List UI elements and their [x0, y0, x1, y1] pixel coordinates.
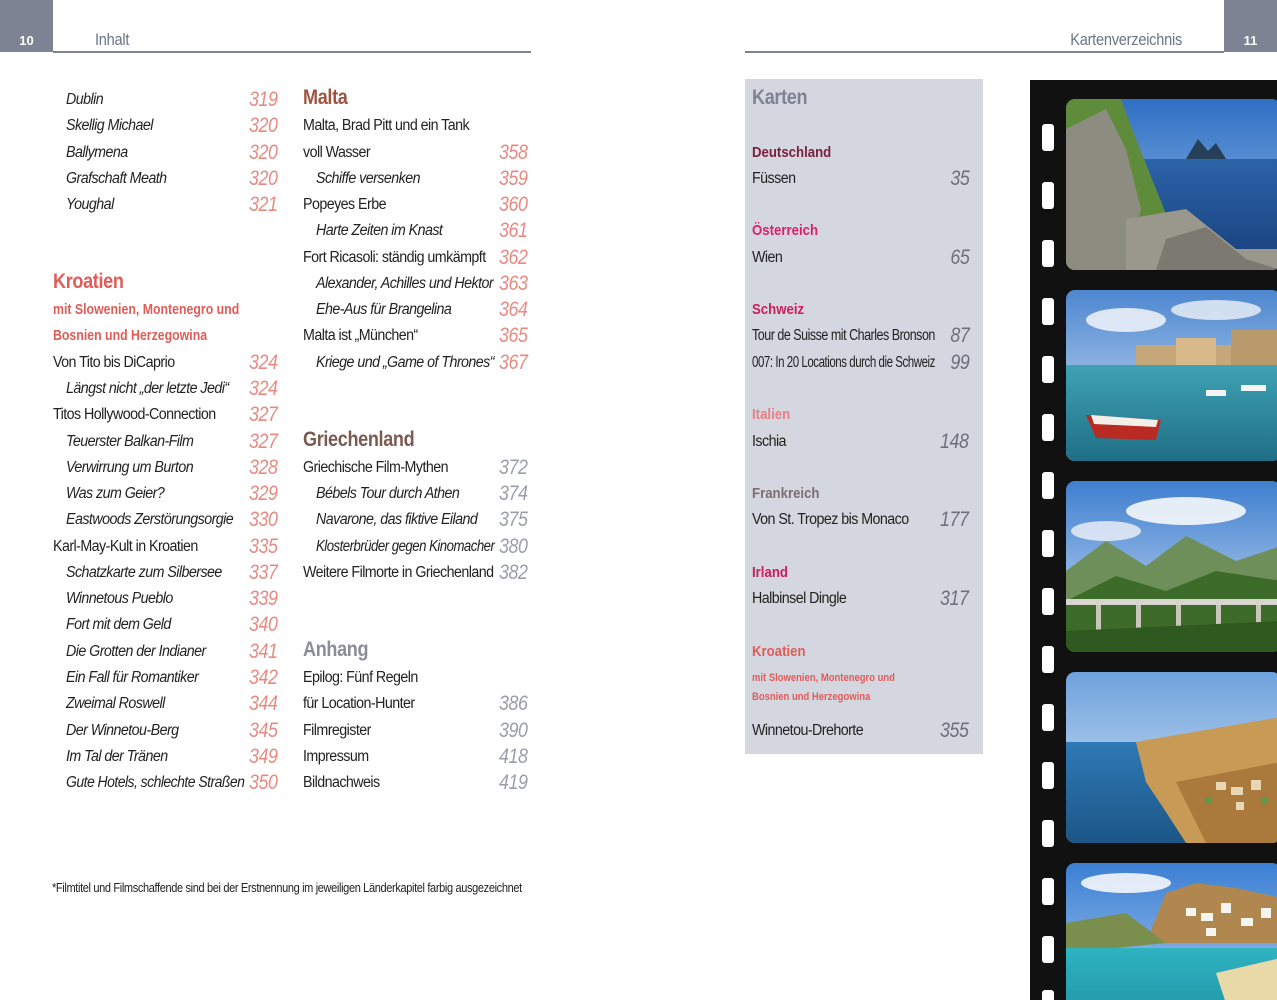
entry-text: Karl-May-Kult in Kroatien [53, 538, 198, 555]
entry-text: Eastwoods Zerstörungsorgie [66, 511, 234, 528]
entry-page: 359 [499, 167, 528, 190]
entry-page: 365 [499, 324, 528, 347]
photo-harbour-image [1066, 290, 1277, 461]
toc-entry[interactable] [303, 219, 528, 243]
map-entry[interactable] [752, 324, 969, 348]
entry-page: 148 [940, 430, 969, 453]
toc-entry[interactable] [53, 114, 278, 138]
entry-text: Winnetous Pueblo [66, 590, 173, 607]
maps-country-schweiz: Schweiz [752, 301, 805, 318]
toc-entry[interactable] [303, 114, 528, 138]
map-entry[interactable] [752, 351, 969, 375]
entry-page: 320 [249, 114, 278, 137]
header-rule-right [745, 51, 1224, 53]
toc-entry[interactable] [53, 403, 278, 427]
entry-page: 367 [499, 351, 528, 374]
toc-entry[interactable] [303, 482, 528, 506]
entry-page: 382 [499, 561, 528, 584]
film-perforation [1042, 646, 1054, 673]
film-perforation [1042, 820, 1054, 847]
entry-text: Titos Hollywood-Connection [53, 406, 216, 423]
entry-text: Malta, Brad Pitt und ein Tank [303, 117, 470, 134]
toc-entry[interactable] [53, 141, 278, 165]
toc-entry[interactable] [53, 535, 278, 559]
film-perforation [1042, 240, 1054, 267]
film-perforation [1042, 878, 1054, 905]
maps-country-frankreich: Frankreich [752, 485, 820, 502]
film-perforation [1042, 704, 1054, 731]
entry-page: 321 [249, 193, 278, 216]
map-entry[interactable] [752, 246, 969, 270]
entry-page: 349 [249, 745, 278, 768]
entry-page: 345 [249, 719, 278, 742]
toc-entry[interactable] [53, 561, 278, 585]
section-heading-griechenland: Griechenland [303, 428, 415, 451]
entry-page: 335 [249, 535, 278, 558]
toc-entry[interactable] [53, 692, 278, 716]
maps-country-deutschland: Deutschland [752, 144, 832, 161]
entry-page: 177 [940, 508, 969, 531]
entry-page: 358 [499, 141, 528, 164]
entry-text: Harte Zeiten im Knast [316, 222, 443, 239]
section-subtitle: Bosnien und Herzegowina [53, 328, 208, 344]
entry-page: 361 [499, 219, 528, 242]
entry-text: Bébels Tour durch Athen [316, 485, 460, 502]
entry-text: Klosterbrüder gegen Kinomacher [316, 538, 495, 555]
film-perforation [1042, 298, 1054, 325]
entry-text: Schatzkarte zum Silbersee [66, 564, 222, 581]
entry-page: 390 [499, 719, 528, 742]
entry-text: Füssen [752, 170, 796, 187]
entry-page: 360 [499, 193, 528, 216]
photo-harbour [1066, 290, 1277, 461]
footnote: *Filmtitel und Filmschaffende sind bei der Erstnennung im jeweiligen Länderkapitel farbig ausgezeichnet [52, 881, 522, 895]
photo-bridge-valley-image [1066, 481, 1277, 652]
toc-entry[interactable] [53, 666, 278, 690]
film-perforation [1042, 414, 1054, 441]
page-number-text: 11 [1243, 33, 1258, 48]
entry-text: Ein Fall für Romantiker [66, 669, 199, 686]
header-title-right: Kartenverzeichnis [1070, 30, 1182, 49]
toc-entry[interactable] [303, 561, 528, 585]
entry-text: Zweimal Roswell [66, 695, 165, 712]
entry-text: Ehe-Aus für Brangelina [316, 301, 452, 318]
entry-text: Der Winnetou-Berg [66, 722, 179, 739]
photo-greek-bay [1066, 863, 1277, 1000]
entry-page: 375 [499, 508, 528, 531]
entry-text: Impressum [303, 748, 369, 765]
entry-page: 330 [249, 508, 278, 531]
photo-coast-cliffs [1066, 99, 1277, 270]
toc-entry[interactable] [53, 640, 278, 664]
map-entry[interactable] [752, 508, 969, 532]
toc-entry[interactable] [303, 193, 528, 217]
film-perforation [1042, 762, 1054, 789]
entry-page: 324 [249, 377, 278, 400]
entry-text: Fort mit dem Geld [66, 616, 171, 633]
entry-text: Teuerster Balkan-Film [66, 433, 194, 450]
entry-page: 319 [249, 88, 278, 111]
maps-country-irland: Irland [752, 564, 788, 581]
entry-text: Weitere Filmorte in Griechenland [303, 564, 494, 581]
maps-country-subtitle: mit Slowenien, Montenegro und [752, 672, 895, 684]
header-title-left: Inhalt [95, 30, 130, 49]
toc-entry[interactable] [53, 377, 278, 401]
toc-entry[interactable] [303, 167, 528, 191]
map-entry[interactable] [752, 587, 969, 611]
toc-entry[interactable] [303, 771, 528, 795]
film-strip [1030, 80, 1277, 1000]
entry-page: 324 [249, 351, 278, 374]
toc-entry[interactable] [53, 771, 278, 795]
toc-entry[interactable] [53, 88, 278, 112]
entry-page: 374 [499, 482, 528, 505]
film-perforation [1042, 990, 1054, 1000]
entry-text: Die Grotten der Indianer [66, 643, 206, 660]
entry-page: 87 [949, 324, 969, 347]
toc-entry[interactable] [303, 456, 528, 480]
maps-country-subtitle: Bosnien und Herzegowina [752, 691, 871, 703]
entry-text: Im Tal der Tränen [66, 748, 168, 765]
entry-text: Schiffe versenken [316, 170, 420, 187]
maps-country-oesterreich: Österreich [752, 222, 819, 239]
entry-page: 386 [499, 692, 528, 715]
entry-page: 337 [249, 561, 278, 584]
toc-entry[interactable] [53, 719, 278, 743]
toc-entry[interactable] [53, 193, 278, 217]
entry-page: 355 [940, 719, 969, 742]
entry-text: Verwirrung um Burton [66, 459, 194, 476]
entry-text: Popeyes Erbe [303, 196, 386, 213]
toc-entry[interactable] [303, 351, 528, 375]
toc-entry[interactable] [53, 351, 278, 375]
map-entry[interactable] [752, 430, 969, 454]
entry-text: Dublin [66, 91, 104, 108]
entry-text: Youghal [66, 196, 114, 213]
toc-entry[interactable] [53, 508, 278, 532]
toc-entry[interactable] [303, 298, 528, 322]
entry-text: Grafschaft Meath [66, 170, 167, 187]
entry-text: Kriege und „Game of Thrones“ [316, 354, 494, 371]
entry-page: 35 [949, 167, 969, 190]
toc-entry[interactable] [303, 272, 528, 296]
entry-text: Filmregister [303, 722, 371, 739]
entry-text: Was zum Geier? [66, 485, 165, 502]
entry-text: 007: In 20 Locations durch die Schweiz [752, 354, 935, 371]
toc-entry[interactable] [53, 456, 278, 480]
toc-entry[interactable] [303, 745, 528, 769]
photo-cliff-village [1066, 672, 1277, 843]
maps-country-italien: Italien [752, 406, 791, 423]
film-perforation [1042, 936, 1054, 963]
entry-page: 372 [499, 456, 528, 479]
film-perforation [1042, 588, 1054, 615]
toc-entry[interactable] [303, 508, 528, 532]
entry-page: 344 [249, 692, 278, 715]
toc-entry[interactable] [53, 482, 278, 506]
map-entry[interactable] [752, 719, 969, 743]
page-number-right [1224, 0, 1277, 52]
entry-text: Tour de Suisse mit Charles Bronson [752, 327, 935, 344]
entry-text: Epilog: Fünf Regeln [303, 669, 418, 686]
photo-coast-cliffs-image [1066, 99, 1277, 270]
toc-entry[interactable] [53, 587, 278, 611]
film-perforation [1042, 182, 1054, 209]
photo-greek-bay-image [1066, 863, 1277, 1000]
film-perforation [1042, 530, 1054, 557]
toc-entry[interactable] [303, 324, 528, 348]
toc-entry[interactable] [303, 535, 528, 559]
section-heading-malta: Malta [303, 86, 348, 109]
entry-page: 340 [249, 613, 278, 636]
maps-index-title: Karten [752, 86, 808, 109]
entry-page: 320 [249, 167, 278, 190]
toc-entry[interactable] [303, 666, 528, 690]
entry-page: 419 [499, 771, 528, 794]
entry-text: Längst nicht „der letzte Jedi“ [66, 380, 229, 397]
map-entry[interactable] [752, 167, 969, 191]
entry-text: Navarone, das fiktive Eiland [316, 511, 478, 528]
film-perforation [1042, 124, 1054, 151]
header-rule-left [53, 51, 531, 53]
entry-page: 364 [499, 298, 528, 321]
entry-text: voll Wasser [303, 144, 371, 161]
entry-page: 350 [249, 771, 278, 794]
entry-page: 363 [499, 272, 528, 295]
entry-page: 418 [499, 745, 528, 768]
entry-page: 362 [499, 246, 528, 269]
entry-page: 317 [940, 587, 969, 610]
film-perforation [1042, 472, 1054, 499]
section-heading-kroatien: Kroatien [53, 270, 124, 293]
entry-text: Malta ist „München“ [303, 327, 418, 344]
film-perforation [1042, 356, 1054, 383]
section-heading-anhang: Anhang [303, 638, 369, 661]
entry-text: Skellig Michael [66, 117, 153, 134]
entry-text: Ischia [752, 433, 786, 450]
entry-text: Fort Ricasoli: ständig umkämpft [303, 249, 486, 266]
entry-page: 329 [249, 482, 278, 505]
entry-text: Wien [752, 249, 783, 266]
entry-text: Bildnachweis [303, 774, 380, 791]
page-number-left [0, 0, 53, 52]
entry-page: 65 [949, 246, 969, 269]
toc-entry[interactable] [53, 167, 278, 191]
toc-entry[interactable] [53, 613, 278, 637]
maps-country-kroatien: Kroatien [752, 643, 806, 660]
section-subtitle: mit Slowenien, Montenegro und [53, 302, 240, 318]
photo-bridge-valley [1066, 481, 1277, 652]
entry-page: 99 [949, 351, 969, 374]
toc-entry[interactable] [53, 745, 278, 769]
toc-entry[interactable] [303, 141, 528, 165]
toc-entry[interactable] [303, 719, 528, 743]
toc-entry[interactable] [303, 246, 528, 270]
entry-page: 328 [249, 456, 278, 479]
toc-entry[interactable] [53, 430, 278, 454]
entry-text: Griechische Film-Mythen [303, 459, 449, 476]
entry-text: Winnetou-Drehorte [752, 722, 864, 739]
entry-text: Ballymena [66, 144, 128, 161]
entry-text: Gute Hotels, schlechte Straßen [66, 774, 245, 791]
page-number-text: 10 [19, 33, 34, 48]
entry-page: 341 [249, 640, 278, 663]
entry-text: Halbinsel Dingle [752, 590, 847, 607]
entry-text: Von St. Tropez bis Monaco [752, 511, 909, 528]
entry-text: für Location-Hunter [303, 695, 415, 712]
entry-page: 342 [249, 666, 278, 689]
entry-page: 327 [249, 430, 278, 453]
entry-text: Von Tito bis DiCaprio [53, 354, 175, 371]
toc-entry[interactable] [303, 692, 528, 716]
entry-page: 339 [249, 587, 278, 610]
entry-text: Alexander, Achilles und Hektor [316, 275, 494, 292]
entry-page: 320 [249, 141, 278, 164]
entry-page: 327 [249, 403, 278, 426]
photo-cliff-village-image [1066, 672, 1277, 843]
entry-page: 380 [499, 535, 528, 558]
